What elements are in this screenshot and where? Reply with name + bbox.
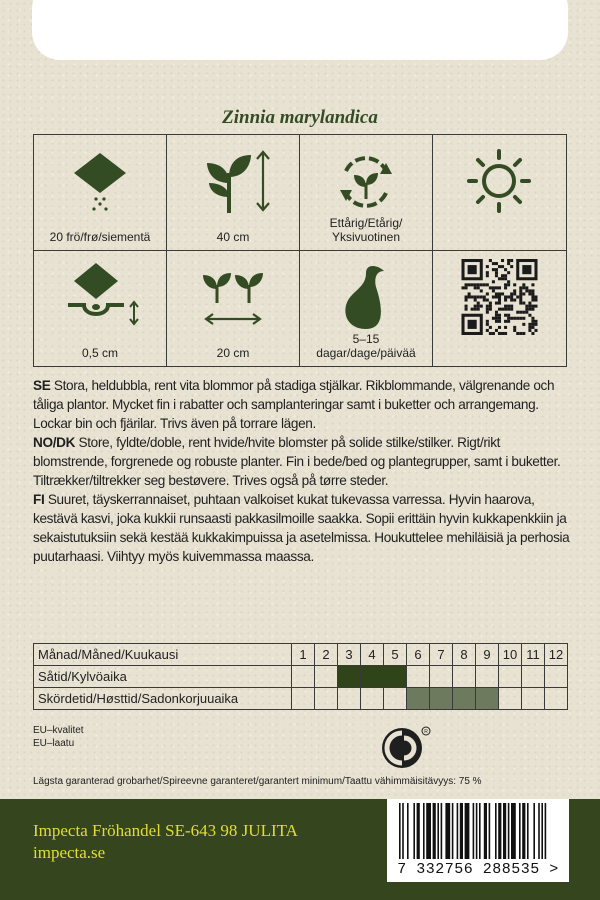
harvest-label: Skördetid/Høsttid/Sadonkorjuuaika: [34, 688, 292, 710]
description-nodk: NO/DK Store, fyldte/doble, rent hvide/hvite blomster på solide stilke/stilker. Rigt/rikt blomstrende, forgrenede og robuste planter. Fin i bede/bed og plantegrupper, samt i buketter. Tiltrækker/tiltrekker seg bestøvere. Trives også på tørre steder.: [33, 435, 561, 488]
barcode: [387, 799, 569, 882]
sowing-month-cell: [361, 666, 384, 688]
harvest-month-cell: [499, 688, 522, 710]
sowing-month-cell: [315, 666, 338, 688]
seedling-height-icon: [167, 143, 300, 219]
month-header: 9: [476, 644, 499, 666]
company-address: Impecta Fröhandel SE-643 98 JULITA: [33, 821, 298, 840]
calendar-header-label: Månad/Måned/Kuukausi: [34, 644, 292, 666]
month-header: 11: [522, 644, 545, 666]
green-dot-recycling-icon: [380, 724, 432, 770]
month-header: 8: [453, 644, 476, 666]
month-header: 2: [315, 644, 338, 666]
company-info: [33, 820, 298, 864]
harvest-month-cell: [522, 688, 545, 710]
harvest-month-cell: [453, 688, 476, 710]
plant-spacing-icon: [167, 259, 300, 335]
sun-icon: [433, 143, 566, 219]
sowing-month-cell: [338, 666, 361, 688]
plant-height: 40 cm: [216, 229, 250, 244]
month-header: 10: [499, 644, 522, 666]
germination-guarantee: Lägsta garanterad grobarhet/Spireevne garanteret/garantert minimum/Taattu vähimmäisitävyys: 75 %: [33, 776, 482, 787]
harvest-month-cell: [407, 688, 430, 710]
eu-quality: EU–kvalitet EU–laatu: [33, 725, 84, 749]
descriptions: [33, 376, 573, 566]
calendar-header-row: [34, 644, 568, 666]
seed-packet-icon: [34, 143, 167, 219]
info-cell-germination: [300, 251, 433, 367]
sowing-month-cell: [292, 666, 315, 688]
sowing-month-cell: [476, 666, 499, 688]
month-header: 1: [292, 644, 315, 666]
description-fi: FI Suuret, täyskerrannaiset, puhtaan valkoiset kukat tukevassa varressa. Hyvin haarova, kestävä kasvi, joka kukkii runsaasti pakkasilmoille saakka. Sopii erittäin hyvin kukkapenkkiin ja sekaistutuksiin sekä kestää kukkakimpuissa ja asetelmissa. Houkuttelee mehiläisiä ja perhosia puutarhaasi. Viihtyy myös kuivemmassa maassa.: [33, 492, 570, 564]
calendar-harvest-row: [34, 688, 568, 710]
info-cell-height: [167, 135, 300, 251]
harvest-month-cell: [384, 688, 407, 710]
info-cell-depth: [34, 251, 167, 367]
germination-time: 5–15 dagar/dage/päivää: [316, 332, 416, 360]
hang-tab: [32, 0, 568, 60]
qr-code[interactable]: [433, 259, 566, 335]
plant-title: Zinnia marylandica: [222, 107, 378, 128]
harvest-month-cell: [430, 688, 453, 710]
month-header: 12: [545, 644, 568, 666]
month-header: 6: [407, 644, 430, 666]
company-website[interactable]: impecta.se: [33, 843, 106, 862]
svg-text:R: R: [424, 729, 428, 735]
seed-count: 20 frö/frø/siementä: [49, 229, 151, 244]
sowing-calendar: [33, 643, 568, 710]
info-cell-spacing: [167, 251, 300, 367]
annual-cycle-icon: [300, 143, 433, 219]
sowing-month-cell: [407, 666, 430, 688]
sowing-depth: 0,5 cm: [81, 346, 118, 360]
sowing-month-cell: [499, 666, 522, 688]
sowing-label: Såtid/Kylvöaika: [34, 666, 292, 688]
harvest-month-cell: [361, 688, 384, 710]
harvest-month-cell: [315, 688, 338, 710]
sowing-month-cell: [430, 666, 453, 688]
info-cell-lifecycle: [300, 135, 433, 251]
sowing-depth-icon: [34, 259, 167, 335]
harvest-month-cell: [338, 688, 361, 710]
harvest-month-cell: [476, 688, 499, 710]
harvest-month-cell: [545, 688, 568, 710]
sowing-month-cell: [522, 666, 545, 688]
cultivation-info-grid: [33, 134, 567, 367]
info-cell-seeds: [34, 135, 167, 251]
plant-spacing: 20 cm: [216, 346, 250, 360]
calendar-sowing-row: [34, 666, 568, 688]
info-cell-qr: [433, 251, 566, 367]
germination-sprout-icon: [300, 259, 433, 335]
harvest-month-cell: [292, 688, 315, 710]
lifecycle: Ettårig/Etårig/ Yksivuotinen: [329, 215, 403, 244]
month-header: 3: [338, 644, 361, 666]
sowing-month-cell: [453, 666, 476, 688]
month-header: 7: [430, 644, 453, 666]
barcode-bars: [395, 803, 561, 859]
month-header: 5: [384, 644, 407, 666]
info-cell-sun: [433, 135, 566, 251]
sowing-month-cell: [545, 666, 568, 688]
barcode-number: 7 332756 288535 >: [397, 861, 559, 878]
month-header: 4: [361, 644, 384, 666]
description-se: SE Stora, heldubbla, rent vita blommor på stadiga stjälkar. Rikblommande, välgrenande och tåliga plantor. Mycket fin i rabatter och samplanteringar samt i buketter och arrangemang. Lockar bin och fjärilar. Trivs även på torrare lägen.: [33, 378, 555, 431]
sowing-month-cell: [384, 666, 407, 688]
